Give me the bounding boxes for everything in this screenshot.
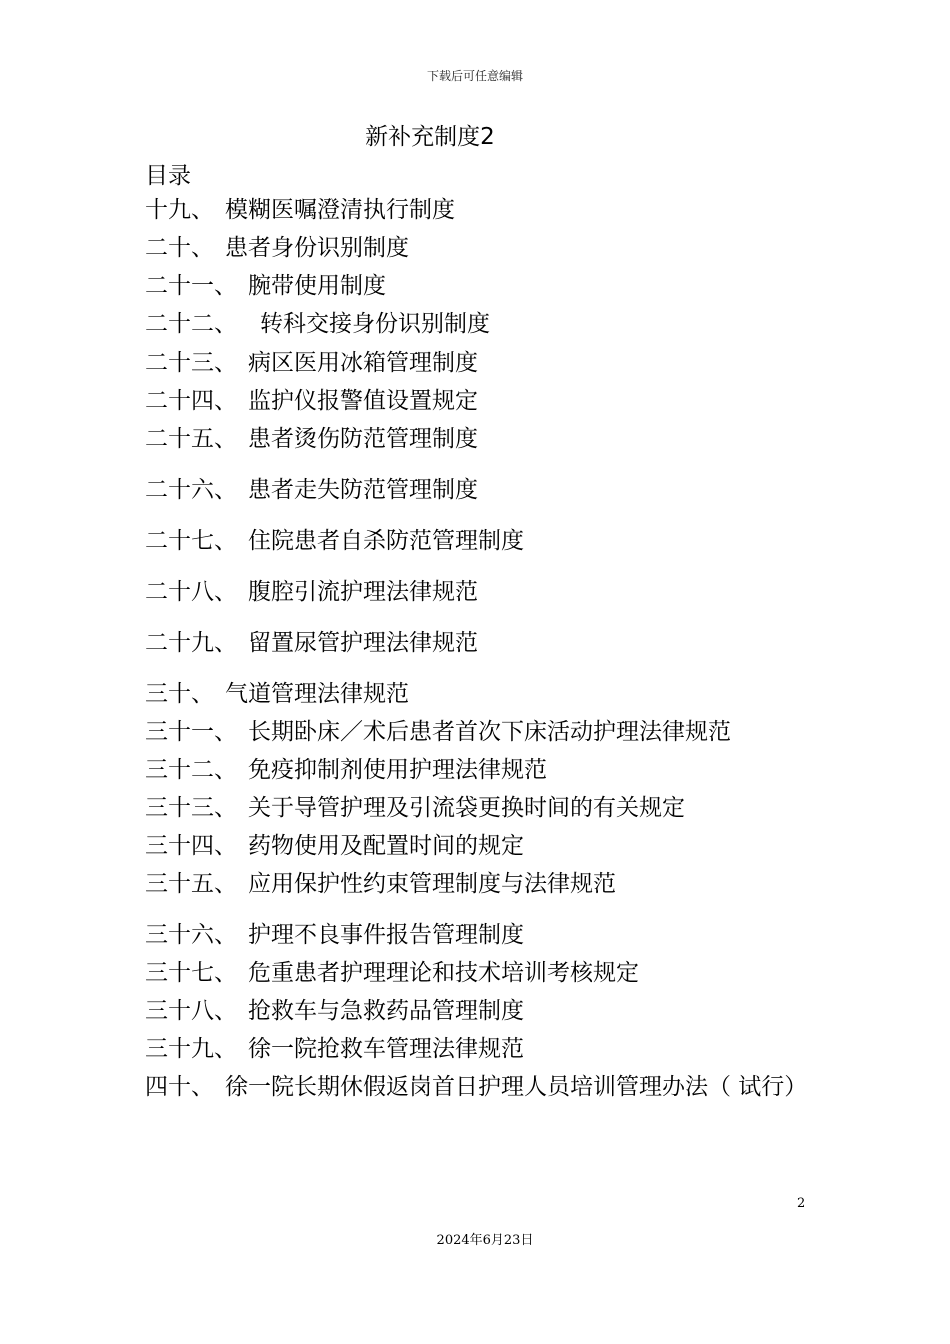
toc-item-title: 危重患者护理理论和技术培训考核规定	[248, 960, 639, 986]
toc-item-title: 免疫抑制剂使用护理法律规范	[248, 757, 547, 783]
toc-item	[145, 577, 478, 607]
header-note: 下载后可任意编辑	[426, 69, 523, 83]
toc-item-number: 三十三、	[145, 795, 237, 821]
toc-item	[145, 920, 524, 950]
toc-item-number: 二十七、	[145, 528, 237, 554]
toc-item-title: 腹腔引流护理法律规范	[248, 579, 478, 605]
toc-item-title: 住院患者自杀防范管理制度	[248, 528, 524, 554]
toc-item-number: 三十一、	[145, 719, 237, 745]
toc-item	[145, 424, 478, 454]
toc-item	[145, 1034, 524, 1064]
document-title: 新补充制度2	[365, 124, 495, 150]
toc-item	[145, 309, 490, 339]
toc-item	[145, 831, 524, 861]
toc-item-title: 模糊医嘱澄清执行制度	[225, 197, 455, 223]
page-number: 2	[797, 1196, 806, 1211]
toc-item-title: 监护仪报警值设置规定	[248, 388, 478, 414]
footer-date: 2024年6月23日	[436, 1233, 534, 1248]
toc-item-number: 三十九、	[145, 1036, 237, 1062]
toc-item-title: 患者烫伤防范管理制度	[248, 426, 478, 452]
toc-item-number: 三十八、	[145, 998, 237, 1024]
toc-item	[145, 386, 478, 416]
toc-item	[145, 628, 478, 658]
toc-item	[145, 475, 478, 505]
toc-item-title: 患者走失防范管理制度	[248, 477, 478, 503]
toc-item-number: 二十五、	[145, 426, 237, 452]
toc-item-title: 药物使用及配置时间的规定	[248, 833, 524, 859]
toc-item-number: 三十七、	[145, 960, 237, 986]
toc-item-number: 三十六、	[145, 922, 237, 948]
toc-item	[145, 717, 731, 747]
toc-item	[145, 348, 478, 378]
toc-item-title: 关于导管护理及引流袋更换时间的有关规定	[248, 795, 685, 821]
toc-item-title: 徐一院抢救车管理法律规范	[248, 1036, 524, 1062]
toc-item-number: 二十八、	[145, 579, 237, 605]
toc-item-number: 三十五、	[145, 871, 237, 897]
toc-item-number: 三十、	[145, 681, 214, 707]
toc-item	[145, 1072, 807, 1102]
toc-item-title: 长期卧床／术后患者首次下床活动护理法律规范	[248, 719, 731, 745]
toc-item-number: 三十二、	[145, 757, 237, 783]
toc-item-number: 十九、	[145, 197, 214, 223]
toc-item-title: 腕带使用制度	[248, 273, 386, 299]
toc-item-title: 应用保护性约束管理制度与法律规范	[248, 871, 616, 897]
toc-item-title: 徐一院长期休假返岗首日护理人员培训管理办法（ 试行）	[225, 1074, 808, 1100]
toc-item-number: 四十、	[145, 1074, 214, 1100]
toc-item-number: 二十一、	[145, 273, 237, 299]
toc-item-number: 二十、	[145, 235, 214, 261]
toc-item-number: 二十六、	[145, 477, 237, 503]
toc-item-title: 护理不良事件报告管理制度	[248, 922, 524, 948]
toc-item-title: 抢救车与急救药品管理制度	[248, 998, 524, 1024]
toc-item-number: 二十四、	[145, 388, 237, 414]
toc-item-number: 二十三、	[145, 350, 237, 376]
toc-item-title: 留置尿管护理法律规范	[248, 630, 478, 656]
toc-item	[145, 271, 386, 301]
toc-item-title: 病区医用冰箱管理制度	[248, 350, 478, 376]
toc-item-title: 转科交接身份识别制度	[260, 311, 490, 337]
toc-item	[145, 793, 685, 823]
toc-item-title: 患者身份识别制度	[225, 235, 409, 261]
toc-item	[145, 996, 524, 1026]
toc-item	[145, 755, 547, 785]
toc-item-number: 二十二、	[145, 311, 237, 337]
toc-item	[145, 526, 524, 556]
toc-item-title: 气道管理法律规范	[225, 681, 409, 707]
toc-heading: 目录	[145, 163, 191, 189]
toc-item-number: 二十九、	[145, 630, 237, 656]
toc-item-number: 三十四、	[145, 833, 237, 859]
toc-item	[145, 958, 639, 988]
toc-item	[145, 869, 616, 899]
toc-item	[145, 233, 409, 263]
toc-item	[145, 679, 409, 709]
toc-item	[145, 195, 455, 225]
